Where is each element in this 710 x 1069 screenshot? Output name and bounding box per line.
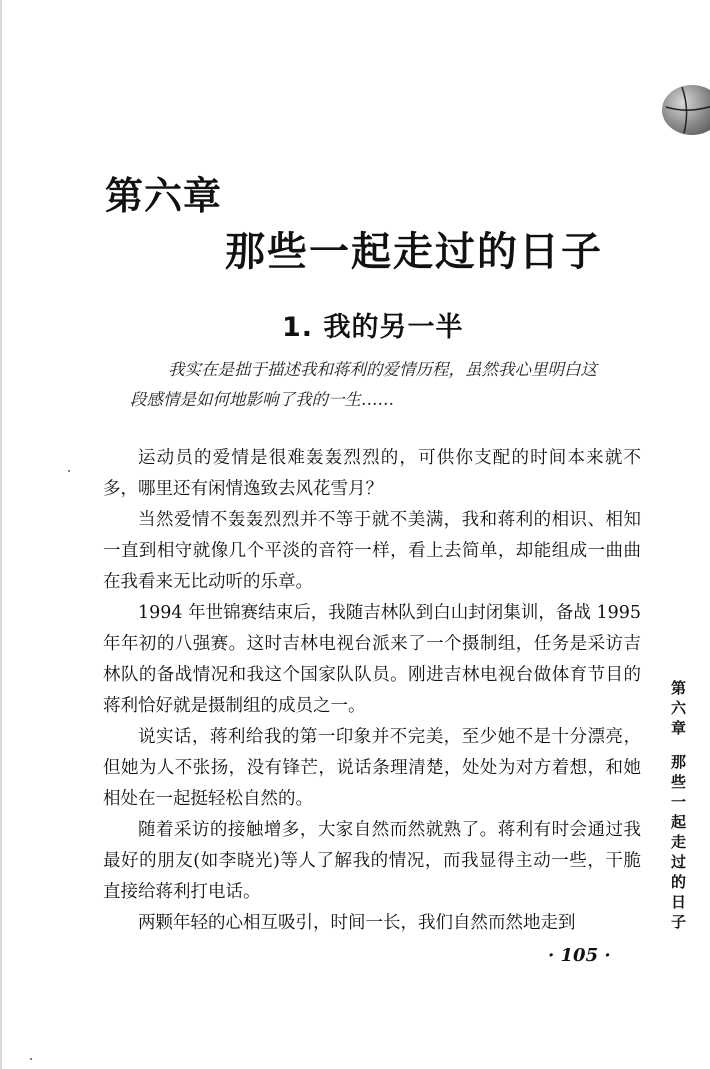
chapter-title: 那些一起走过的日子 <box>225 229 603 275</box>
paragraph: 两颗年轻的心相互吸引，时间一长，我们自然而然地走到 <box>138 913 576 933</box>
paragraph: 运动员的爱情是很难轰轰烈烈的，可供你支配的时间本来就不多，哪里还有闲情逸致去风花雪月？ <box>103 448 641 499</box>
page-edge <box>0 0 2 1069</box>
paragraph: 随着采访的接触增多，大家自然而然就熟了。蒋利有时会通过我最好的朋友(如李晓光)等人了解我的情况，而我显得主动一些，干脆直接给蒋利打电话。 <box>103 820 641 902</box>
scan-speck <box>30 1058 32 1060</box>
epigraph <box>130 355 600 415</box>
side-label-title: 那些一起走过的日子 <box>669 754 687 934</box>
epigraph-text: 我实在是拙于描述我和蒋利的爱情历程，虽然我心里明白这段感情是如何地影响了我的一生…… <box>130 360 597 409</box>
body-text <box>103 443 641 939</box>
side-label-chapter: 第六章 <box>669 680 687 740</box>
paragraph: 说实话，蒋利给我的第一印象并不完美，至少她不是十分漂亮，但她为人不张扬，没有锋芒，说话条理清楚，处处为对方着想，和她相处在一起挺轻松自然的。 <box>103 727 641 809</box>
paragraph: 1994 年世锦赛结束后，我随吉林队到白山封闭集训，备战 1995 年年初的八强赛。这时吉林电视台派来了一个摄制组，任务是采访吉林队的备战情况和我这个国家队队员。刚进吉林电视台做体育节目的蒋利恰好就是摄制组的成员之一。 <box>103 603 641 716</box>
page-number: · 105 · <box>548 945 611 966</box>
chapter-number: 第六章 <box>105 174 223 218</box>
running-header-side <box>667 680 689 934</box>
scan-speck <box>68 470 70 472</box>
basketball-icon <box>662 85 710 135</box>
paragraph: 当然爱情不轰轰烈烈并不等于就不美满，我和蒋利的相识、相知一直到相守就像几个平淡的音符一样，看上去简单，却能组成一曲曲在我看来无比动听的乐章。 <box>103 510 641 592</box>
section-title: 1. 我的另一半 <box>282 312 464 343</box>
